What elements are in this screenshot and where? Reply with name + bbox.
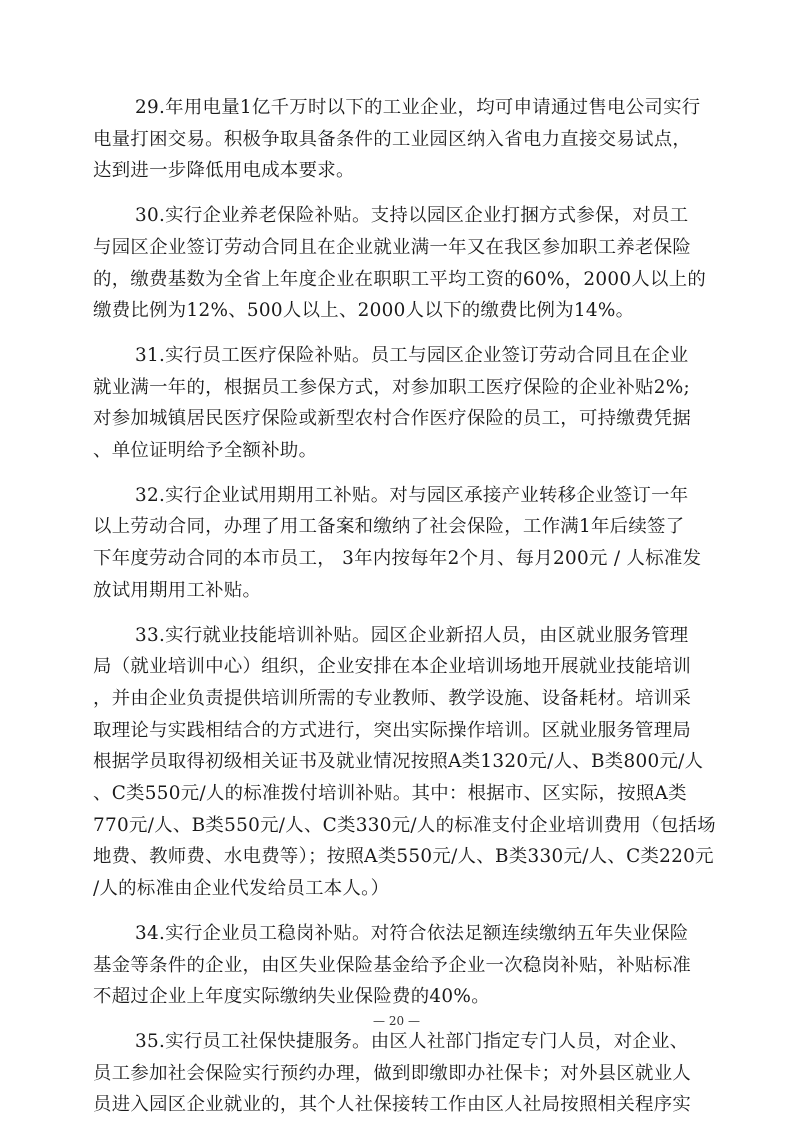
text-line: 与园区企业签订劳动合同且在企业就业满一年又在我区参加职工养老保险	[93, 236, 692, 258]
text-line: 、C类550元/人的标准拨付培训补贴。其中：根据市、区实际，按照A类	[93, 783, 687, 805]
text-line: 员进入园区企业就业的，其个人社保接转工作由区人社局按照相关程序实	[93, 1094, 692, 1116]
text-line: 对参加城镇居民医疗保险或新型农村合作医疗保险的员工，可持缴费凭据	[93, 408, 692, 430]
text-line: 35.实行员工社保快捷服务。由区人社部门指定专门人员，对企业、	[135, 1030, 689, 1052]
text-line: 地费、教师费、水电费等）；按照A类550元/人、B类330元/人、C类220元	[93, 846, 714, 868]
text-line: 34.实行企业员工稳岗补贴。对符合依法足额连续缴纳五年失业保险	[135, 922, 689, 944]
text-line: 32.实行企业试用期用工补贴。对与园区承接产业转移企业签订一年	[135, 484, 689, 506]
paragraph-33	[93, 620, 716, 905]
text-line: 、单位证明给予全额补助。	[93, 440, 318, 462]
text-line: 下年度劳动合同的本市员工， 3年内按每年2个月、每月200元 / 人标准发	[93, 548, 702, 570]
page-number: — 20 —	[373, 1014, 420, 1028]
text-line: 电量打困交易。积极争取具备条件的工业园区纳入省电力直接交易试点，	[93, 128, 692, 150]
text-line: 就业满一年的，根据员工参保方式，对参加职工医疗保险的企业补贴2%;	[93, 376, 690, 398]
paragraph-31	[93, 340, 693, 467]
text-line: /人的标准由企业代发给员工本人。）	[93, 878, 390, 900]
paragraph-34	[93, 918, 693, 1013]
text-line: 局（就业培训中心）组织，企业安排在本企业培训场地开展就业技能培训	[93, 656, 692, 678]
text-line: 33.实行就业技能培训补贴。园区企业新招人员，由区就业服务管理	[135, 624, 689, 646]
text-line: 29.年用电量1亿千万时以下的工业企业，均可申请通过售电公司实行	[135, 97, 701, 118]
text-line: 基金等条件的企业，由区失业保险基金给予企业一次稳岗补贴，补贴标准	[93, 954, 692, 976]
text-line: 根据学员取得初级相关证书及就业情况按照A类1320元/人、B类800元/人	[93, 751, 704, 773]
text-line: 以上劳动合同，办理了用工备案和缴纳了社会保险，工作满1年后续签了	[93, 516, 685, 538]
text-line: 31.实行员工医疗保险补贴。员工与园区企业签订劳动合同且在企业	[135, 344, 689, 366]
text-line: 770元/人、B类550元/人、C类330元/人的标准支付企业培训费用（包括场	[93, 814, 716, 836]
paragraph-32	[93, 480, 702, 607]
text-line: 员工参加社会保险实行预约办理，做到即缴即办社保卡；对外县区就业人	[93, 1062, 692, 1084]
text-line: 的，缴费基数为全省上年度企业在职职工平均工资的60%，2000人以上的	[93, 268, 707, 290]
text-line: 不超过企业上年度实际缴纳失业保险费的40%。	[93, 986, 490, 1008]
document-body	[93, 92, 716, 1134]
text-line: 放试用期用工补贴。	[93, 579, 262, 601]
text-line: 缴费比例为12%、500人以上、2000人以下的缴费比例为14%。	[93, 300, 635, 322]
text-line: 取理论与实践相结合的方式进行，突出实际操作培训。区就业服务管理局	[93, 719, 692, 741]
text-line: 30.实行企业养老保险补贴。支持以园区企业打捆方式参保，对员工	[135, 205, 689, 227]
text-line: 达到进一步降低用电成本要求。	[93, 160, 355, 182]
text-line: ，并由企业负责提供培训所需的专业教师、教学设施、设备耗材。培训采	[93, 687, 692, 709]
paragraph-30	[93, 200, 707, 327]
paragraph-29	[93, 92, 701, 187]
paragraph-35	[93, 1026, 693, 1121]
